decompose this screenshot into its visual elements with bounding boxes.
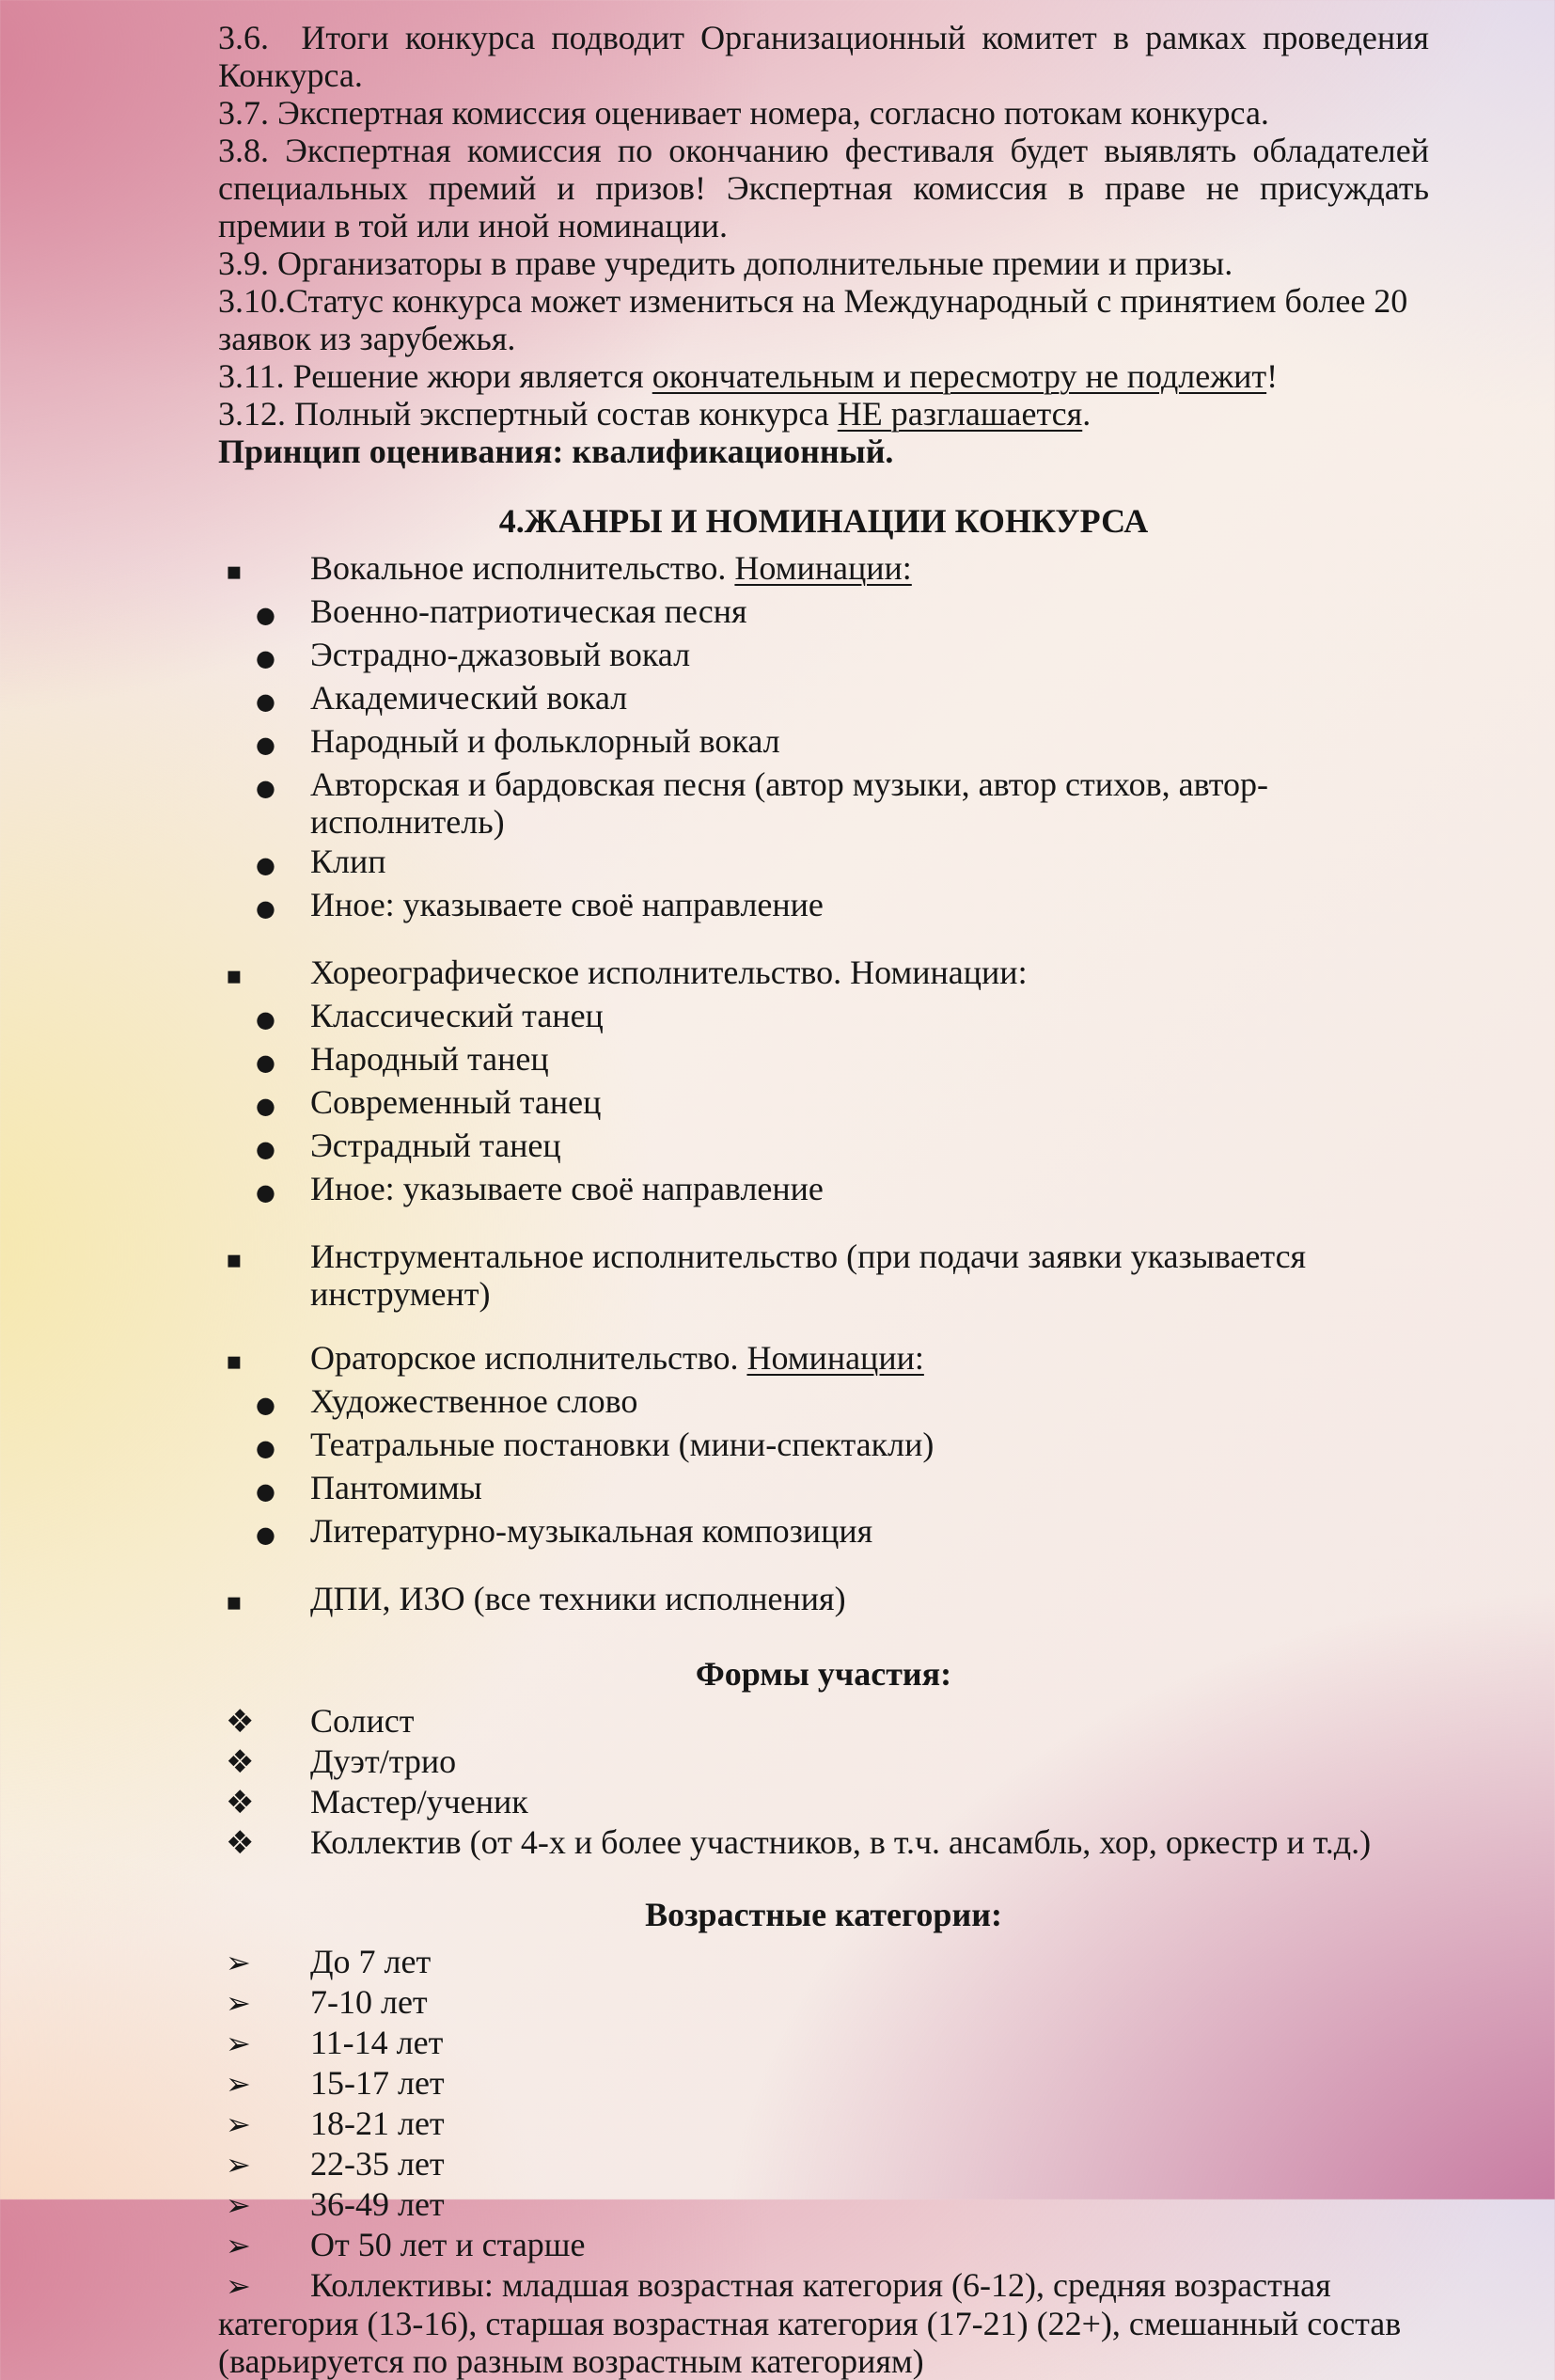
spacer	[218, 470, 1429, 495]
list-item	[218, 1170, 1429, 1211]
list-item	[218, 1426, 1429, 1467]
clause-3-7: 3.7. Экспертная комиссия оценивает номера, согласно потокам конкурса.	[218, 94, 1269, 132]
arrow-bullet-icon: ➢	[226, 2187, 251, 2223]
underlined-text: Номинации:	[746, 1339, 924, 1377]
clause-3-6: 3.6. Итоги конкурса подводит Организационный комитет в рамках проведения Конкурса.	[218, 19, 1429, 94]
list-item-text: До 7 лет	[310, 1943, 432, 1980]
list-item	[218, 636, 1429, 677]
list-item-text: Клип	[310, 843, 386, 880]
list-item-text: Театральные постановки (мини-спектакли)	[310, 1426, 935, 1463]
diamond-bullet-icon: ❖	[226, 1784, 255, 1821]
list-item-text: Пантомимы	[310, 1469, 482, 1506]
list-item	[218, 1237, 1429, 1313]
square-bullet-icon: ▪	[226, 1246, 243, 1274]
list-item-text: Литературно-музыкальная композиция	[310, 1512, 873, 1550]
square-bullet-icon: ▪	[226, 1348, 243, 1376]
list-item	[218, 2266, 1429, 2380]
underlined-text: окончательным и пересмотру не подлежит	[652, 357, 1267, 395]
diamond-bullet-icon: ❖	[226, 1703, 255, 1741]
list-item-text: 15-17 лет	[310, 2064, 445, 2102]
list-item-text: Дуэт/трио	[310, 1742, 457, 1780]
list-item	[218, 1040, 1429, 1081]
arrow-bullet-icon: ➢	[226, 1985, 251, 2021]
list-item	[218, 1702, 1429, 1741]
list-item	[218, 1127, 1429, 1168]
list-item	[218, 1469, 1429, 1510]
age-categories-title: Возрастные категории:	[645, 1896, 1002, 1933]
dot-bullet-icon: ●	[256, 1392, 275, 1418]
dot-bullet-icon: ●	[256, 645, 275, 671]
list-item	[218, 2024, 1429, 2062]
dot-bullet-icon: ●	[256, 1006, 275, 1032]
list-item-text: Мастер/ученик	[310, 1783, 528, 1820]
dot-bullet-icon: ●	[256, 895, 275, 922]
list-item	[218, 2145, 1429, 2183]
list-item-text: Эстрадный танец	[310, 1127, 561, 1164]
dot-bullet-icon: ●	[256, 1179, 275, 1206]
list-item-text: Хореографическое исполнительство. Номинации:	[310, 954, 1028, 991]
list-item-text: 11-14 лет	[310, 2024, 444, 2061]
spacer	[218, 1623, 1429, 1647]
square-bullet-icon: ▪	[226, 558, 243, 586]
participation-forms-title: Формы участия:	[695, 1655, 952, 1693]
list-item	[218, 1742, 1429, 1781]
list-item-text: Классический танец	[310, 997, 604, 1034]
dot-bullet-icon: ●	[256, 732, 275, 758]
text-run: .	[1082, 395, 1092, 433]
arrow-bullet-icon: ➢	[226, 2147, 251, 2183]
list-item	[218, 722, 1429, 764]
list-item-text: Эстрадно-джазовый вокал	[310, 636, 691, 673]
dot-bullet-icon: ●	[256, 1093, 275, 1119]
list-item-text: Народный и фольклорный вокал	[310, 722, 780, 760]
text-run: Ораторское исполнительство.	[310, 1339, 747, 1377]
list-item-text	[310, 549, 912, 587]
list-item	[218, 1580, 1429, 1621]
text-run: 3.11. Решение жюри является	[218, 357, 652, 395]
spacer	[218, 1213, 1429, 1237]
list-item-text	[310, 1339, 924, 1377]
list-item	[218, 1083, 1429, 1125]
arrow-bullet-icon: ➢	[226, 2268, 251, 2304]
section-4-title: 4.ЖАНРЫ И НОМИНАЦИИ КОНКУРСА	[498, 502, 1149, 540]
list-item	[218, 765, 1429, 841]
list-item	[218, 2226, 1429, 2264]
arrow-bullet-icon: ➢	[226, 2106, 251, 2142]
arrow-bullet-icon: ➢	[226, 2025, 251, 2061]
list-item-text: Современный танец	[310, 1083, 602, 1121]
dot-bullet-icon: ●	[256, 1136, 275, 1162]
spacer	[218, 1864, 1429, 1888]
underlined-text: Номинации:	[734, 549, 912, 587]
list-item-text: Солист	[310, 1702, 415, 1740]
list-item-text: Народный танец	[310, 1040, 549, 1078]
arrow-bullet-icon: ➢	[226, 2228, 251, 2263]
dot-bullet-icon: ●	[256, 852, 275, 878]
list-item-text: От 50 лет и старше	[310, 2226, 586, 2263]
list-item	[218, 843, 1429, 884]
list-item	[218, 2185, 1429, 2224]
list-item-text: 22-35 лет	[310, 2145, 445, 2183]
dot-bullet-icon: ●	[256, 1478, 275, 1505]
dot-bullet-icon: ●	[256, 1049, 275, 1076]
clause-3-9: 3.9. Организаторы в праве учредить дополнительные премии и призы.	[218, 244, 1233, 282]
list-item-text: Академический вокал	[310, 679, 628, 717]
list-item	[218, 2104, 1429, 2143]
dot-bullet-icon: ●	[256, 1435, 275, 1461]
clause-3-8: 3.8. Экспертная комиссия по окончанию фестиваля будет выявлять обладателей специальных премий и призов! Экспертная комиссия в праве не присуждать премии в той или иной номинации.	[218, 132, 1429, 244]
list-item-text: Авторская и бардовская песня (автор музыки, автор стихов, автор-исполнитель)	[310, 765, 1268, 841]
clause-3-10: 3.10.Статус конкурса может измениться на Международный с принятием более 20 заявок из зарубежья.	[218, 282, 1408, 357]
text-run: 3.12. Полный экспертный состав конкурса	[218, 395, 838, 433]
list-item-text: Инструментальное исполнительство (при подачи заявки указывается инструмент)	[310, 1237, 1307, 1313]
dot-bullet-icon: ●	[256, 775, 275, 801]
list-item-text: Военно-патриотическая песня	[310, 592, 747, 630]
list-item	[218, 592, 1429, 634]
list-item	[218, 1339, 1429, 1380]
underlined-text: НЕ разглашается	[837, 395, 1083, 433]
list-item-text: 7-10 лет	[310, 1983, 428, 2021]
list-item	[218, 1382, 1429, 1424]
diamond-bullet-icon: ❖	[226, 1824, 255, 1862]
diamond-bullet-icon: ❖	[226, 1743, 255, 1781]
text-run: !	[1266, 357, 1279, 395]
list-item	[218, 2064, 1429, 2103]
clause-3-11	[218, 357, 1429, 395]
spacer	[218, 929, 1429, 954]
square-bullet-icon: ▪	[226, 1588, 243, 1616]
list-item-text: 36-49 лет	[310, 2185, 445, 2223]
dot-bullet-icon: ●	[256, 602, 275, 628]
list-item	[218, 954, 1429, 995]
clause-3-12	[218, 395, 1429, 433]
evaluation-principle: Принцип оценивания: квалификационный.	[218, 433, 894, 470]
dot-bullet-icon: ●	[256, 1521, 275, 1548]
spacer	[218, 1315, 1429, 1339]
list-item	[218, 1512, 1429, 1553]
list-item	[218, 549, 1429, 591]
spacer	[218, 1555, 1429, 1580]
list-item-text: Коллектив (от 4-х и более участников, в т.ч. ансамбль, хор, оркестр и т.д.)	[310, 1823, 1372, 1861]
list-item	[218, 1783, 1429, 1821]
list-item-text: Художественное слово	[310, 1382, 638, 1420]
arrow-bullet-icon: ➢	[226, 1945, 251, 1980]
dot-bullet-icon: ●	[256, 688, 275, 715]
list-item	[218, 1943, 1429, 1981]
list-item-text: ДПИ, ИЗО (все техники исполнения)	[310, 1580, 846, 1617]
list-item-text: Коллективы: младшая возрастная категория (6-12), средняя возрастная категория (13-16), старшая возрастная категория (17-21) (22+), смешанный состав (варьируется по разным возрастным категориям)	[218, 2266, 1402, 2380]
list-item-text: Иное: указываете своё направление	[310, 1170, 824, 1207]
square-bullet-icon: ▪	[226, 962, 243, 990]
list-item	[218, 1983, 1429, 2022]
list-item	[218, 997, 1429, 1038]
list-item	[218, 679, 1429, 720]
list-item	[218, 886, 1429, 927]
arrow-bullet-icon: ➢	[226, 2066, 251, 2102]
list-item-text: Иное: указываете своё направление	[310, 886, 824, 923]
list-item-text: 18-21 лет	[310, 2104, 445, 2142]
text-run: Вокальное исполнительство.	[310, 549, 735, 587]
list-item	[218, 1823, 1429, 1862]
